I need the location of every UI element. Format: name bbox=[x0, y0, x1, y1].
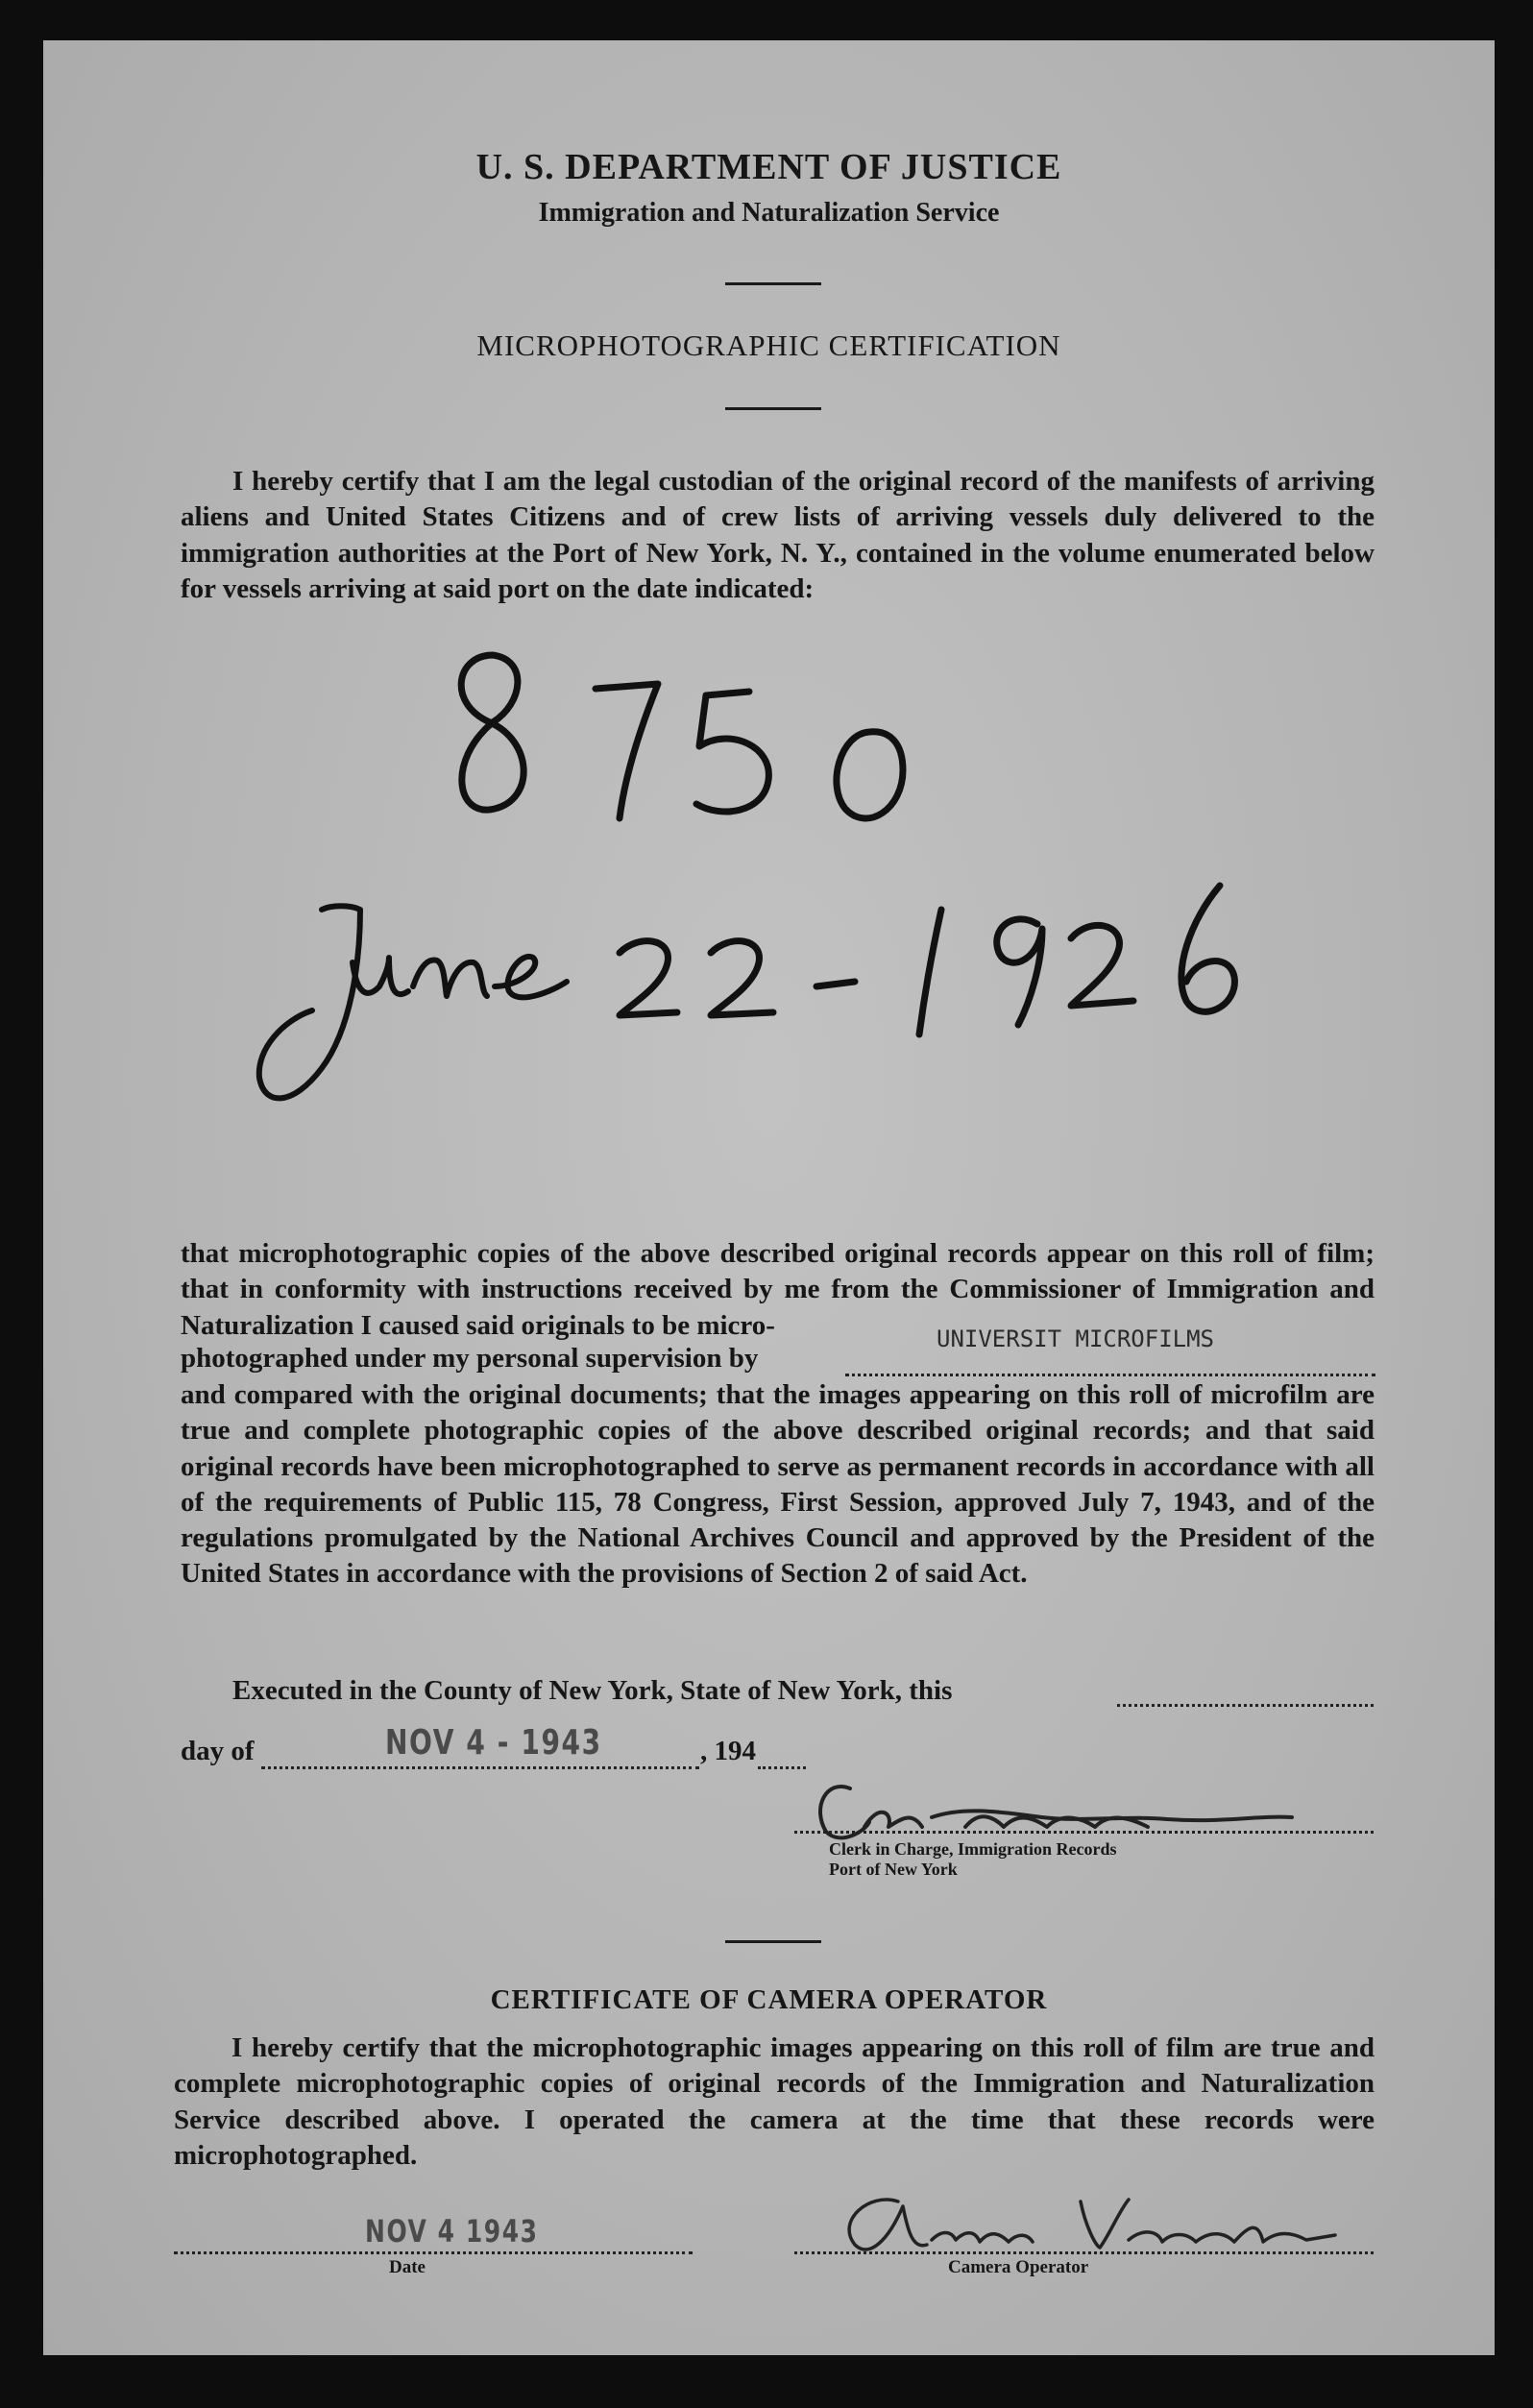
certificate-title: MICROPHOTOGRAPHIC CERTIFICATION bbox=[476, 328, 1061, 362]
agency-heading: U. S. DEPARTMENT OF JUSTICE bbox=[475, 147, 1062, 187]
executed-label: Executed in the County of New York, State of New York, this bbox=[232, 1675, 953, 1706]
intro-paragraph: I hereby certify that I am the legal custodian of the original record of the manifests of arriving aliens and United States Citizens and of crew lists of arriving vessels duly delivered to the immigration authorities at the Port of New York, N. Y., contained in the volume enumerated below for vessels arriving at said port on the date indicated: bbox=[181, 466, 1375, 604]
camera-section-title: CERTIFICATE OF CAMERA OPERATOR bbox=[490, 1984, 1048, 2015]
clerk-title-line1: Clerk in Charge, Immigration Records bbox=[829, 1839, 1117, 1859]
clerk-title-line2: Port of New York bbox=[829, 1860, 958, 1879]
camera-operator-label: Camera Operator bbox=[948, 2257, 1089, 2277]
day-of-date-stamp: NOV 4 - 1943 bbox=[385, 1723, 602, 1763]
camera-date-label: Date bbox=[389, 2257, 426, 2277]
day-of-label: day of bbox=[181, 1736, 255, 1766]
year-prefix: , 194 bbox=[700, 1736, 756, 1766]
camera-operator-signature bbox=[43, 40, 1495, 2355]
certification-paragraph-b: and compared with the original documents; that the images appearing on this roll of microfilm are true and complete photographic copies of the above described original records; and that said original records have been microphotographed to serve as permanent records in accordance with all of the requirements of Public 115, 78 Congress, First Session, approved July 7, 1943, and of the regulations promulgated by the National Archives Council and approved by the President of the United States in accordance with the provisions of Section 2 of said Act. bbox=[181, 1379, 1375, 1590]
certification-paragraph-a: that microphotographic copies of the above described original records appear on this roll of film; that in conformity with instructions received by me from the Commissioner of Immigration and Naturalization I caused said originals to be micro- bbox=[181, 1238, 1375, 1341]
camera-date-stamp: NOV 4 1943 bbox=[365, 2213, 539, 2250]
service-subheading: Immigration and Naturalization Service bbox=[538, 198, 1000, 228]
certificate-sheet bbox=[43, 40, 1495, 2355]
camera-paragraph: I hereby certify that the microphotographic images appearing on this roll of film are true and complete microphotographic copies of original records of the Immigration and Naturalization Service described above. I operated the camera at the time that these records were microphotographed. bbox=[174, 2032, 1375, 2171]
photographed-by-stamp: UNIVERSIT MICROFILMS bbox=[937, 1326, 1214, 1352]
photographed-by-label: photographed under my personal supervision by bbox=[181, 1343, 759, 1374]
